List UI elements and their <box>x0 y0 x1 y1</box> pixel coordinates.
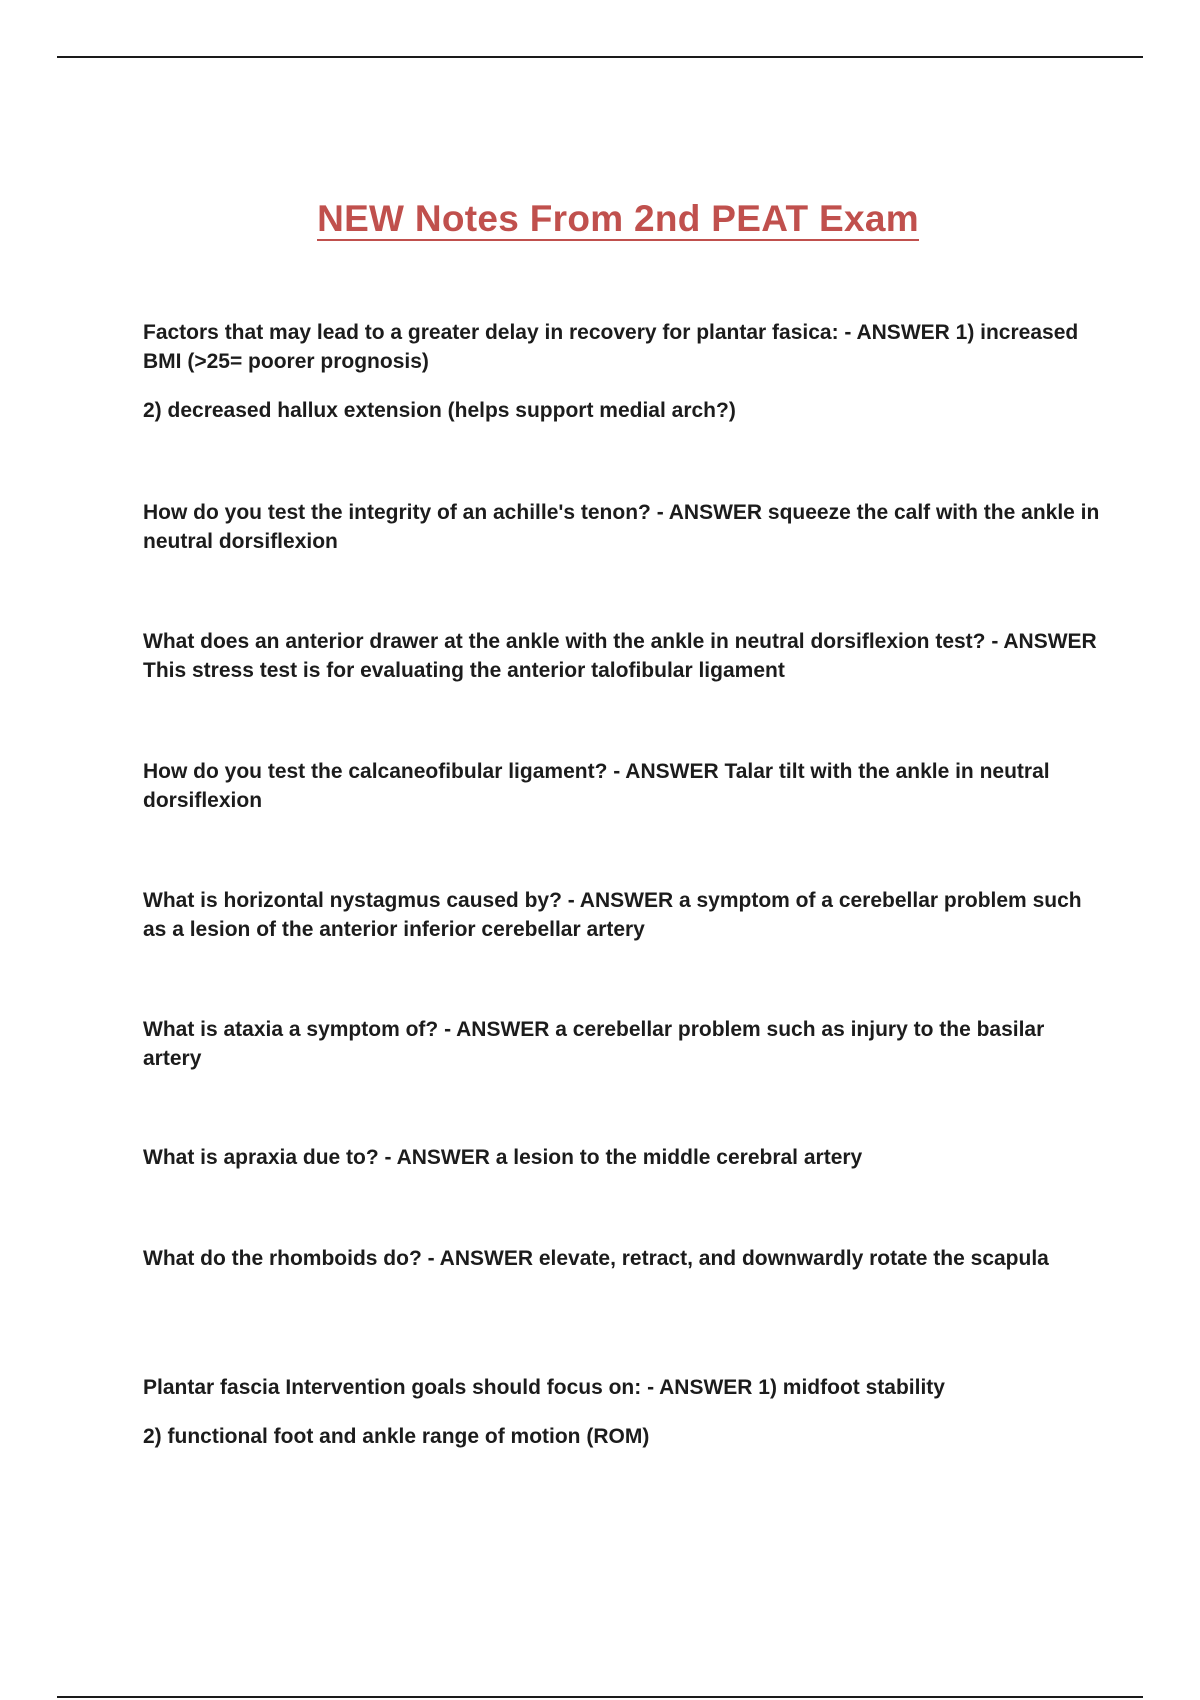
qa-entry-text: What is apraxia due to? - ANSWER a lesion to the middle cerebral artery <box>143 1146 863 1169</box>
qa-entry-5 <box>143 886 1103 944</box>
qa-entry-text: What is horizontal nystagmus caused by? - ANSWER a symptom of a cerebellar problem such as a lesion of the anterior inferior cerebellar artery <box>143 889 1082 941</box>
qa-entry-6 <box>143 1015 1103 1073</box>
qa-entry-8 <box>143 1244 1103 1273</box>
qa-entry-2 <box>143 498 1103 556</box>
qa-entry-9 <box>143 1373 1103 1451</box>
qa-entry-7 <box>143 1143 1103 1172</box>
qa-entry-continuation: 2) decreased hallux extension (helps support medial arch?) <box>143 399 736 422</box>
page-title <box>0 198 1200 240</box>
qa-entry-text: Factors that may lead to a greater delay in recovery for plantar fasica: - ANSWER 1) increased BMI (>25= poorer prognosis) <box>143 321 1079 373</box>
qa-entry-1 <box>143 318 1103 425</box>
qa-entry-text: How do you test the calcaneofibular ligament? - ANSWER Talar tilt with the ankle in neutral dorsiflexion <box>143 760 1050 812</box>
qa-entry-text: How do you test the integrity of an achille's tenon? - ANSWER squeeze the calf with the ankle in neutral dorsiflexion <box>143 501 1100 553</box>
bottom-rule <box>57 1696 1143 1698</box>
qa-entry-text: What do the rhomboids do? - ANSWER elevate, retract, and downwardly rotate the scapula <box>143 1247 1049 1270</box>
qa-entry-4 <box>143 757 1103 815</box>
page-title-text: NEW Notes From 2nd PEAT Exam <box>317 198 919 239</box>
qa-entry-text: Plantar fascia Intervention goals should focus on: - ANSWER 1) midfoot stability <box>143 1376 945 1399</box>
qa-entry-continuation: 2) functional foot and ankle range of motion (ROM) <box>143 1425 650 1448</box>
top-rule <box>57 56 1143 58</box>
qa-entry-text: What does an anterior drawer at the ankle with the ankle in neutral dorsiflexion test? - ANSWER This stress test is for evaluating the anterior talofibular ligament <box>143 630 1097 682</box>
qa-entry-3 <box>143 627 1103 685</box>
qa-entry-text: What is ataxia a symptom of? - ANSWER a cerebellar problem such as injury to the basilar artery <box>143 1018 1045 1070</box>
